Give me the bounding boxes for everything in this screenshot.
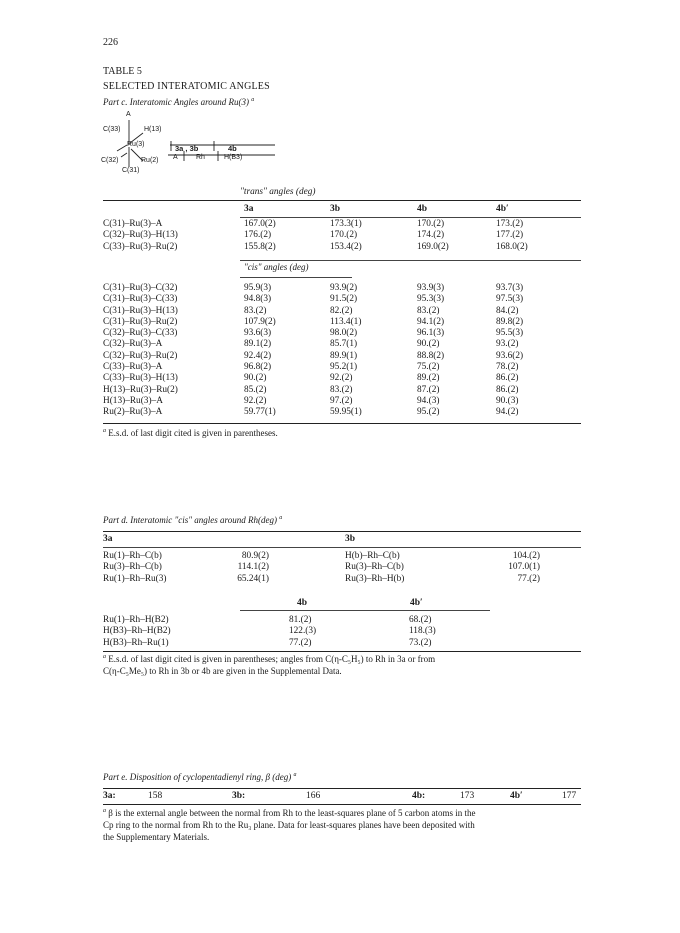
angle-label: C(31)–Ru(3)–H(13) bbox=[103, 305, 178, 316]
part-d-footnote-line1 bbox=[103, 654, 435, 664]
part-e-label-3a: 3a: bbox=[103, 791, 116, 801]
ru3-coordination-diagram bbox=[103, 111, 283, 175]
angle-value-4b: 81.(2) bbox=[289, 615, 312, 625]
table-row bbox=[103, 306, 556, 317]
rule-top-part-c bbox=[103, 200, 581, 201]
table-row bbox=[103, 638, 469, 649]
part-c-footnote-mark: a bbox=[103, 428, 106, 434]
angle-value: 93.6(3) bbox=[244, 328, 272, 339]
angle-value: 91.5(2) bbox=[330, 294, 358, 305]
angle-value: 169.0(2) bbox=[417, 241, 449, 252]
rule-top-part-e bbox=[103, 788, 581, 789]
angle-value: 173.(2) bbox=[496, 219, 524, 229]
part-e-value-4bp: 177 bbox=[562, 791, 577, 801]
angle-value: 93.7(3) bbox=[496, 283, 524, 293]
table-label: TABLE 5 bbox=[103, 66, 142, 77]
angle-value: 176.(2) bbox=[244, 230, 272, 241]
angle-label: Ru(3)–Rh–C(b) bbox=[103, 562, 162, 573]
angle-value-4bp: 68.(2) bbox=[409, 615, 432, 625]
angle-value-4b: 122.(3) bbox=[289, 626, 317, 637]
angle-value: 82.(2) bbox=[330, 305, 353, 316]
diagram-label-h13: H(13) bbox=[144, 126, 162, 133]
table-row bbox=[103, 385, 556, 396]
part-d-footnote-mark: a bbox=[103, 654, 106, 660]
col-header-4bp: 4b′ bbox=[496, 204, 509, 214]
angle-value: 96.1(3) bbox=[417, 328, 445, 339]
part-e-label-4bp: 4b′ bbox=[510, 791, 523, 801]
cis-caption: "cis" angles (deg) bbox=[244, 262, 309, 272]
trans-angles-table bbox=[103, 219, 556, 253]
angle-label: C(33)–Ru(3)–Ru(2) bbox=[103, 241, 178, 252]
rule-top-part-d bbox=[103, 531, 581, 532]
part-e-value-3a: 158 bbox=[148, 791, 163, 801]
angle-value: 90.(2) bbox=[417, 339, 440, 350]
angle-value: 87.(2) bbox=[417, 384, 440, 395]
col-header-3a: 3a bbox=[244, 204, 254, 214]
part-d-head-3a: 3a bbox=[103, 534, 113, 544]
angle-value-4b: 77.(2) bbox=[289, 637, 312, 648]
angle-value: 75.(2) bbox=[417, 362, 440, 373]
angle-value: 92.(2) bbox=[244, 395, 267, 406]
angle-value: 59.77(1) bbox=[244, 407, 276, 418]
angle-value: 85.(2) bbox=[244, 384, 267, 395]
part-e-title-text: Part e. Disposition of cyclopentadienyl ring, β (deg) bbox=[103, 772, 292, 782]
angle-value: 107.9(2) bbox=[244, 316, 276, 327]
rule-above-cis bbox=[240, 260, 581, 261]
angle-value: 85.7(1) bbox=[330, 339, 358, 350]
rule-under-cis-caption bbox=[240, 277, 352, 278]
angle-value: 80.9(2) bbox=[241, 551, 269, 561]
table-row bbox=[103, 615, 469, 626]
diagram-key-A: A bbox=[173, 154, 178, 161]
table-row bbox=[345, 574, 540, 585]
part-c-footnote bbox=[103, 428, 278, 438]
angle-value: 90.(3) bbox=[496, 395, 519, 406]
part-d-title-text: Part d. Interatomic "cis" angles around Rh(deg) bbox=[103, 515, 277, 525]
angle-value: 94.8(3) bbox=[244, 294, 272, 305]
table-row bbox=[103, 562, 269, 573]
angle-label: C(31)–Ru(3)–C(33) bbox=[103, 294, 178, 305]
table-row bbox=[103, 351, 556, 362]
table-row bbox=[103, 362, 556, 373]
diagram-label-c33: C(33) bbox=[103, 126, 121, 133]
angle-value: 77.(2) bbox=[517, 573, 540, 584]
part-e-title-note: a bbox=[293, 772, 297, 778]
angle-label: Ru(2)–Ru(3)–A bbox=[103, 407, 163, 418]
rule-under-headers bbox=[240, 217, 581, 218]
diagram-label-ru2: Ru(2) bbox=[141, 157, 159, 164]
angle-value: 83.(2) bbox=[417, 305, 440, 316]
angle-label: C(31)–Ru(3)–C(32) bbox=[103, 283, 178, 293]
angle-value: 94.(3) bbox=[417, 395, 440, 406]
angle-value: 107.0(1) bbox=[508, 562, 540, 573]
part-c-title-note: a bbox=[251, 97, 255, 103]
table-row bbox=[103, 242, 556, 253]
angle-label: C(32)–Ru(3)–C(33) bbox=[103, 328, 178, 339]
angle-value: 97.(2) bbox=[330, 395, 353, 406]
diagram-key-rh: Rh bbox=[196, 154, 205, 161]
part-d-head-4b: 4b bbox=[297, 598, 308, 608]
angle-value: 98.0(2) bbox=[330, 328, 358, 339]
diagram-label-c31: C(31) bbox=[122, 167, 140, 174]
angle-value: 95.(2) bbox=[417, 407, 440, 418]
part-d-3a-table bbox=[103, 551, 269, 585]
angle-value: 90.(2) bbox=[244, 373, 267, 384]
angle-value: 89.8(2) bbox=[496, 316, 524, 327]
rule-bottom-part-e bbox=[103, 804, 581, 805]
angle-label: Ru(1)–Rh–H(B2) bbox=[103, 615, 169, 625]
part-e-value-4b: 173 bbox=[460, 791, 475, 801]
angle-value: 59.95(1) bbox=[330, 407, 362, 418]
diagram-label-A: A bbox=[126, 111, 131, 118]
part-e-label-3b: 3b: bbox=[232, 791, 246, 801]
part-d-title bbox=[103, 515, 282, 525]
col-header-4b: 4b bbox=[417, 204, 428, 214]
part-e-value-3b: 166 bbox=[306, 791, 321, 801]
angle-label: C(32)–Ru(3)–A bbox=[103, 339, 163, 350]
angle-value-4bp: 73.(2) bbox=[409, 637, 432, 648]
angle-value: 95.2(1) bbox=[330, 362, 358, 373]
angle-value: 86.(2) bbox=[496, 384, 519, 395]
table-row bbox=[103, 328, 556, 339]
angle-value: 170.(2) bbox=[330, 230, 358, 241]
diagram-label-ru3: Ru(3) bbox=[127, 141, 145, 148]
angle-value: 78.(2) bbox=[496, 362, 519, 373]
angle-value: 173.3(1) bbox=[330, 219, 362, 229]
angle-label: C(31)–Ru(3)–Ru(2) bbox=[103, 316, 178, 327]
diagram-label-c32: C(32) bbox=[101, 157, 119, 164]
angle-label: H(B3)–Rh–Ru(1) bbox=[103, 637, 169, 648]
angle-value: 95.3(3) bbox=[417, 294, 445, 305]
angle-value: 84.(2) bbox=[496, 305, 519, 316]
angle-value: 114.1(2) bbox=[237, 562, 269, 573]
table-row bbox=[103, 219, 556, 230]
trans-caption: "trans" angles (deg) bbox=[240, 187, 316, 197]
rule-under-part-d-heads bbox=[103, 547, 581, 548]
angle-value: 167.0(2) bbox=[244, 219, 276, 229]
angle-label: H(13)–Ru(3)–Ru(2) bbox=[103, 384, 178, 395]
part-d-3b-table bbox=[345, 551, 540, 585]
angle-value: 89.9(1) bbox=[330, 350, 358, 361]
part-d-title-note: a bbox=[279, 515, 283, 521]
angle-value: 96.8(2) bbox=[244, 362, 272, 373]
angle-label: C(32)–Ru(3)–Ru(2) bbox=[103, 350, 178, 361]
table-row bbox=[345, 551, 540, 562]
angle-value: 174.(2) bbox=[417, 230, 445, 241]
angle-label: Ru(3)–Rh–C(b) bbox=[345, 562, 404, 573]
page-number: 226 bbox=[103, 37, 118, 48]
angle-value: 65.24(1) bbox=[237, 573, 269, 584]
angle-value: 89.(2) bbox=[417, 373, 440, 384]
part-c-title-text: Part c. Interatomic Angles around Ru(3) bbox=[103, 97, 249, 107]
angle-value: 153.4(2) bbox=[330, 241, 362, 252]
angle-value: 168.0(2) bbox=[496, 241, 528, 252]
angle-label: H(B3)–Rh–H(B2) bbox=[103, 626, 171, 637]
part-d-4b-table bbox=[103, 615, 469, 649]
angle-value: 93.9(3) bbox=[417, 283, 445, 293]
table-row bbox=[103, 373, 556, 384]
rule-bottom-part-d bbox=[103, 651, 581, 652]
diagram-key-head-right: 4b bbox=[228, 144, 237, 153]
part-c-title bbox=[103, 97, 254, 107]
table-row bbox=[103, 574, 269, 585]
part-e-footnote-text-1: β is the external angle between the normal from Rh to the least-squares plane of 5 carbon atoms in the bbox=[108, 808, 476, 818]
table-row bbox=[103, 294, 556, 305]
angle-label: C(33)–Ru(3)–A bbox=[103, 362, 163, 373]
angle-label: Ru(1)–Rh–Ru(3) bbox=[103, 573, 167, 584]
part-c-footnote-text: E.s.d. of last digit cited is given in parentheses. bbox=[108, 428, 278, 438]
part-e-footnote-mark: a bbox=[103, 808, 106, 814]
table-row bbox=[103, 407, 556, 418]
angle-value: 92.4(2) bbox=[244, 350, 272, 361]
table-row bbox=[103, 283, 556, 294]
rule-bottom-part-c bbox=[103, 423, 581, 424]
angle-value: 93.9(2) bbox=[330, 283, 358, 293]
part-d-head-4bp: 4b′ bbox=[410, 598, 423, 608]
rule-under-part-d-4b-heads bbox=[240, 610, 490, 611]
angle-value: 92.(2) bbox=[330, 373, 353, 384]
angle-value: 88.8(2) bbox=[417, 350, 445, 361]
angle-value: 83.(2) bbox=[244, 305, 267, 316]
angle-value: 104.(2) bbox=[512, 551, 540, 561]
part-d-head-3b: 3b bbox=[345, 534, 356, 544]
part-e-footnote-line2: Cp ring to the normal from Rh to the Ru₃ plane. Data for least-squares planes have been deposited with bbox=[103, 820, 475, 830]
angle-value: 95.5(3) bbox=[496, 328, 524, 339]
angle-value: 89.1(2) bbox=[244, 339, 272, 350]
angle-value: 170.(2) bbox=[417, 219, 445, 229]
diagram-key-hb3: H(B3) bbox=[224, 154, 243, 161]
angle-value: 95.9(3) bbox=[244, 283, 272, 293]
table-row bbox=[103, 626, 469, 637]
angle-label: H(13)–Ru(3)–A bbox=[103, 395, 163, 406]
cis-angles-table bbox=[103, 283, 556, 419]
angle-value: 94.(2) bbox=[496, 407, 519, 418]
angle-value: 155.8(2) bbox=[244, 241, 276, 252]
table-row bbox=[103, 317, 556, 328]
part-d-footnote-line2: C(η-C₅Me₅) to Rh in 3b or 4b are given in the Supplemental Data. bbox=[103, 666, 342, 676]
angle-value: 97.5(3) bbox=[496, 294, 524, 305]
part-e-footnote-line1 bbox=[103, 808, 475, 818]
col-header-3b: 3b bbox=[330, 204, 341, 214]
angle-value: 86.(2) bbox=[496, 373, 519, 384]
angle-value: 113.4(1) bbox=[330, 316, 362, 327]
angle-value: 83.(2) bbox=[330, 384, 353, 395]
part-e-footnote-line3: the Supplementary Materials. bbox=[103, 832, 210, 842]
angle-value: 177.(2) bbox=[496, 230, 524, 241]
angle-value: 93.(2) bbox=[496, 339, 519, 350]
table-row bbox=[345, 562, 540, 573]
table-title: SELECTED INTERATOMIC ANGLES bbox=[103, 81, 270, 92]
angle-value: 93.6(2) bbox=[496, 350, 524, 361]
angle-label: C(32)–Ru(3)–H(13) bbox=[103, 230, 178, 241]
angle-label: C(31)–Ru(3)–A bbox=[103, 219, 163, 229]
diagram-key-head-left: 3a , 3b bbox=[175, 144, 199, 153]
angle-value: 94.1(2) bbox=[417, 316, 445, 327]
angle-label: Ru(3)–Rh–H(b) bbox=[345, 573, 405, 584]
part-e-label-4b: 4b: bbox=[412, 791, 426, 801]
angle-value-4bp: 118.(3) bbox=[409, 626, 436, 637]
angle-label: H(b)–Rh–C(b) bbox=[345, 551, 400, 561]
table-row bbox=[103, 396, 556, 407]
table-row bbox=[103, 230, 556, 241]
part-e-title bbox=[103, 772, 296, 782]
angle-label: C(33)–Ru(3)–H(13) bbox=[103, 373, 178, 384]
table-row bbox=[103, 339, 556, 350]
part-d-footnote-text-1: E.s.d. of last digit cited is given in parentheses; angles from C(η-C₅H₅) to Rh in 3a or from bbox=[108, 654, 436, 664]
table-row bbox=[103, 551, 269, 562]
angle-label: Ru(1)–Rh–C(b) bbox=[103, 551, 162, 561]
